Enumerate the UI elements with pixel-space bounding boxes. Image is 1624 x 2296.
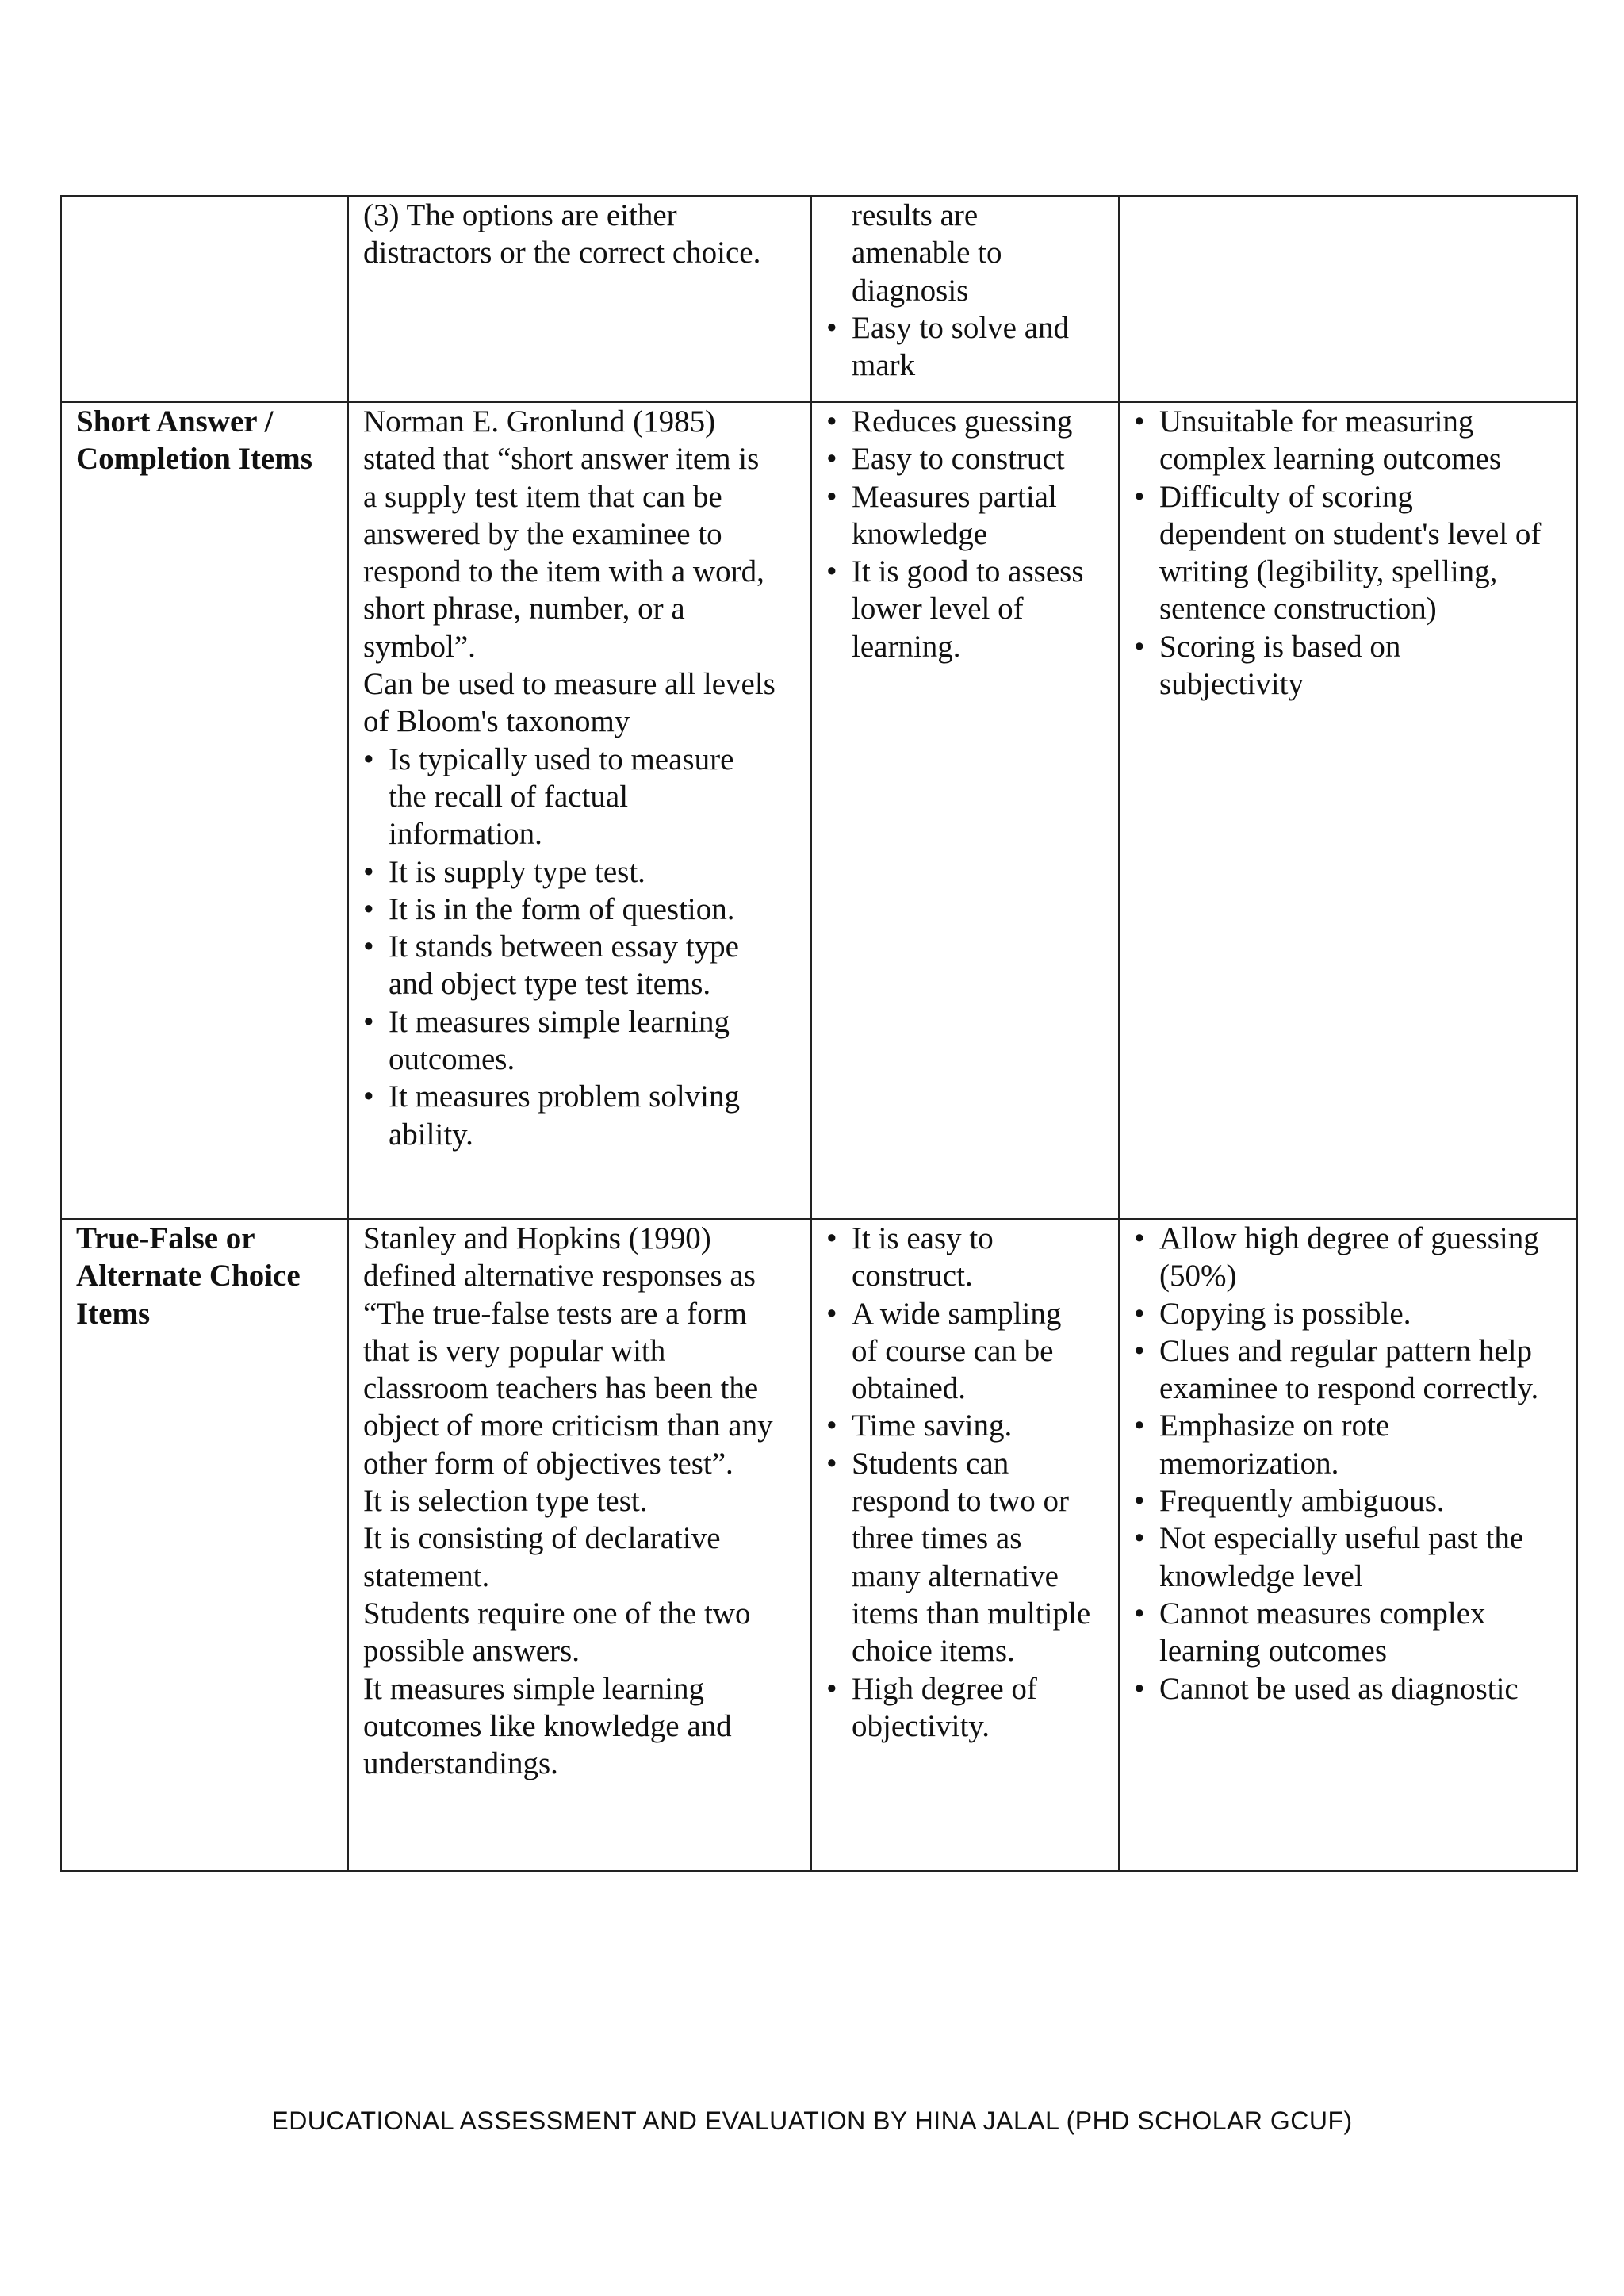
limitation-item-text: learning outcomes [1159,1634,1387,1669]
limitation-item-list [1134,403,1562,703]
advantage-item-text: A wide sampling [852,1296,1062,1331]
description-bullet-text: ability. [389,1117,473,1152]
description-line: Norman E. Gronlund (1985) [363,404,716,439]
bullet-icon: • [1134,1221,1145,1255]
advantage-item-text: construct. [852,1259,973,1294]
description-bullet-text: It stands between essay type [389,930,739,964]
advantage-item-text: It is easy to [852,1221,994,1255]
advantage-item-text: mark [852,348,916,383]
advantage-item-text: High degree of [852,1671,1037,1706]
advantage-item-list [826,403,1104,665]
description-line: It is selection type test. [363,1484,648,1519]
advantage-item-list [826,309,1104,385]
row-heading: Short Answer / [76,404,274,439]
advantages-cell [811,1219,1119,1871]
table-row [61,196,1577,402]
advantage-item-text: It is good to assess [852,554,1084,589]
limitations-cell [1119,1219,1577,1871]
description-line: short phrase, number, or a [363,592,685,627]
row-heading: True-False or [76,1221,255,1255]
advantage-item-text: three times as [852,1521,1022,1556]
advantages-cell [811,196,1119,402]
description-bullet-text: It is supply type test. [389,854,645,889]
bullet-icon: • [826,310,837,345]
bullet-icon: • [826,442,837,477]
advantage-item [826,1220,1104,1295]
limitation-item-text: Emphasize on rote [1159,1409,1390,1443]
bullet-icon: • [1134,1521,1145,1556]
description-line: respond to the item with a word, [363,554,764,589]
limitation-item-text: examinee to respond correctly. [1159,1371,1539,1406]
description-line: Stanley and Hopkins (1990) [363,1221,711,1255]
limitation-item-text: Cannot be used as diagnostic [1159,1671,1519,1706]
limitation-item-text: Scoring is based on [1159,629,1401,664]
description-line: (3) The options are either [363,198,677,232]
limitation-item-text: Clues and regular pattern help [1159,1333,1532,1368]
bullet-icon: • [363,930,374,964]
bullet-icon: • [363,1004,374,1039]
limitation-item [1134,403,1562,478]
advantage-item-text: learning. [852,629,961,664]
description-bullet-text: It measures problem solving [389,1079,740,1114]
limitations-cell [1119,196,1577,402]
limitation-item [1134,1220,1562,1295]
row-heading: Completion Items [76,442,312,477]
limitation-item [1134,628,1562,703]
bullet-icon: • [826,554,837,589]
advantage-item-text: Easy to solve and [852,310,1070,345]
description-bullet-text: Is typically used to measure [389,742,734,776]
advantage-continued-text: amenable to [852,236,1002,270]
description-line: outcomes like knowledge and [363,1708,732,1743]
limitation-item [1134,1295,1562,1332]
bullet-icon: • [1134,479,1145,514]
description-bullet-text: the recall of factual [389,779,629,814]
bullet-icon: • [826,404,837,439]
limitation-item-list [1134,1220,1562,1708]
description-bullet-text: information. [389,817,542,852]
limitation-item-text: complex learning outcomes [1159,442,1502,477]
advantage-item-list [826,1220,1104,1745]
test-items-table [60,195,1578,1872]
bullet-icon: • [1134,629,1145,664]
advantage-item-text: Reduces guessing [852,404,1073,439]
advantage-item-text: lower level of [852,592,1024,627]
advantage-item [826,1407,1104,1444]
advantage-continued-text: results are [852,198,979,232]
advantage-item-text: Easy to construct [852,442,1065,477]
description-bullet-text: It is in the form of question. [389,891,735,926]
description-line: other form of objectives test”. [363,1446,733,1481]
page-footer: EDUCATIONAL ASSESSMENT AND EVALUATION BY HINA JALAL (PHD SCHOLAR GCUF) [271,2106,1353,2135]
advantage-item [826,553,1104,665]
advantage-item-text: obtained. [852,1371,967,1406]
advantage-item-text: items than multiple [852,1596,1091,1631]
bullet-icon: • [1134,1596,1145,1631]
description-line: It is consisting of declarative [363,1521,721,1556]
row-heading-cell [61,402,348,1219]
limitation-item-text: Allow high degree of guessing [1159,1221,1539,1255]
description-bullet-text: outcomes. [389,1042,515,1077]
limitation-item-text: dependent on student's level of [1159,516,1542,551]
row-heading-cell [61,1219,348,1871]
limitation-item-text: memorization. [1159,1446,1339,1481]
bullet-icon: • [363,854,374,889]
limitation-item [1134,478,1562,628]
advantage-continued-text: diagnosis [852,273,969,308]
table-row [61,1219,1577,1871]
row-heading: Items [76,1296,151,1331]
bullet-icon: • [363,891,374,926]
table-body [61,196,1577,1871]
description-bullet [363,928,796,1003]
description-line: object of more criticism than any [363,1409,773,1443]
description-line: of Bloom's taxonomy [363,704,630,739]
description-cell [348,196,811,402]
limitation-item [1134,1332,1562,1408]
description-line: that is very popular with [363,1333,666,1368]
description-line: Can be used to measure all levels [363,667,776,702]
description-bullet [363,741,796,853]
advantages-continued [826,197,1104,309]
description-line: defined alternative responses as [363,1259,756,1294]
limitation-item [1134,1520,1562,1595]
advantage-item [826,1295,1104,1408]
limitation-item-text: subjectivity [1159,667,1304,702]
advantage-item-text: many alternative [852,1558,1059,1593]
bullet-icon: • [363,1079,374,1114]
advantage-item-text: Time saving. [852,1409,1013,1443]
description-line: symbol”. [363,629,476,664]
limitation-item-text: Not especially useful past the [1159,1521,1524,1556]
description-line: answered by the examinee to [363,516,722,551]
description-cell [348,402,811,1219]
advantage-item [826,1445,1104,1670]
description-bullet-text: and object type test items. [389,967,711,1002]
description-bullet [363,853,796,891]
bullet-icon: • [1134,1671,1145,1706]
limitation-item [1134,1670,1562,1708]
limitation-item-text: writing (legibility, spelling, [1159,554,1498,589]
bullet-icon: • [1134,1296,1145,1331]
advantage-item-text: of course can be [852,1333,1054,1368]
advantage-item-text: choice items. [852,1634,1015,1669]
description-bullet-text: It measures simple learning [389,1004,730,1039]
advantage-item [826,1670,1104,1746]
advantage-item [826,309,1104,385]
bullet-icon: • [826,479,837,514]
advantage-item-text: knowledge [852,516,988,551]
description-line: statement. [363,1558,490,1593]
description-line: Students require one of the two [363,1596,751,1631]
table-row [61,402,1577,1219]
advantages-cell [811,402,1119,1219]
bullet-icon: • [1134,404,1145,439]
advantage-item-text: Students can [852,1446,1009,1481]
limitation-item [1134,1407,1562,1482]
bullet-icon: • [826,1296,837,1331]
limitation-item-text: knowledge level [1159,1558,1363,1593]
limitation-item [1134,1595,1562,1670]
limitation-item-text: Frequently ambiguous. [1159,1484,1445,1519]
description-line: understandings. [363,1746,558,1781]
limitation-item-text: Unsuitable for measuring [1159,404,1474,439]
description-line: possible answers. [363,1634,580,1669]
limitation-item [1134,1482,1562,1520]
bullet-icon: • [826,1409,837,1443]
advantage-item [826,440,1104,477]
description-bullet-list [363,741,796,1153]
advantage-item [826,403,1104,440]
bullet-icon: • [1134,1333,1145,1368]
bullet-icon: • [826,1221,837,1255]
bullet-icon: • [826,1671,837,1706]
advantage-item [826,478,1104,554]
description-bullet [363,1003,796,1079]
advantage-item-text: objectivity. [852,1708,990,1743]
bullet-icon: • [1134,1409,1145,1443]
limitation-item-text: Copying is possible. [1159,1296,1411,1331]
limitations-cell [1119,402,1577,1219]
bullet-icon: • [363,742,374,776]
limitation-item-text: Difficulty of scoring [1159,479,1413,514]
description-line: “The true-false tests are a form [363,1296,747,1331]
row-heading-cell [61,196,348,402]
description-line: distractors or the correct choice. [363,236,761,270]
limitation-item-text: (50%) [1159,1259,1237,1294]
description-line: stated that “short answer item is [363,442,760,477]
limitation-item-text: Cannot measures complex [1159,1596,1486,1631]
advantage-item-text: Measures partial [852,479,1057,514]
description-bullet [363,891,796,928]
advantage-item-text: respond to two or [852,1484,1070,1519]
description-bullet [363,1078,796,1153]
description-line: a supply test item that can be [363,479,722,514]
row-heading: Alternate Choice [76,1259,301,1294]
description-line: It measures simple learning [363,1671,704,1706]
bullet-icon: • [1134,1484,1145,1519]
bullet-icon: • [826,1446,837,1481]
description-line: classroom teachers has been the [363,1371,759,1406]
limitation-item-text: sentence construction) [1159,592,1437,627]
description-cell [348,1219,811,1871]
